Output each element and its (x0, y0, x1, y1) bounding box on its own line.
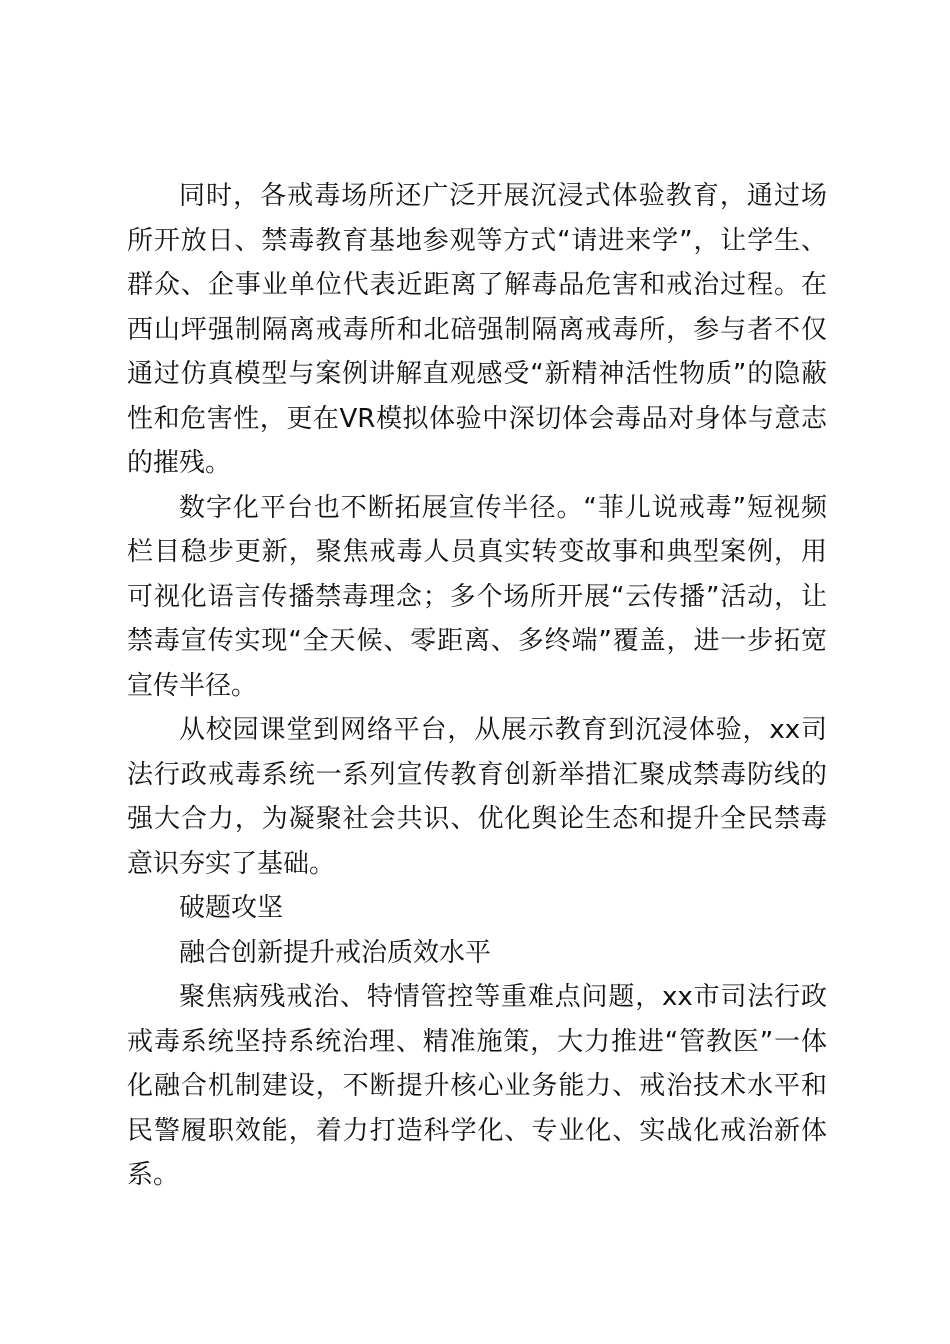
paragraph-digital-platform: 数字化平台也不断拓展宣传半径。“菲儿说戒毒”短视频栏目稳步更新，聚焦戒毒人员真实转变故事和典型案例，用可视化语言传播禁毒理念；多个场所开展“云传播”活动，让禁毒宣传实现“全天候、零距离、多终端”覆盖，进一步拓宽宣传半径。 (127, 492, 827, 701)
paragraph-summary: 从校园课堂到网络平台，从展示教育到沉浸体验，xx司法行政戒毒系统一系列宣传教育创新举措汇聚成禁毒防线的强大合力，为凝聚社会共识、优化舆论生态和提升全民禁毒意识夯实了基础。 (127, 715, 827, 879)
document-body (127, 174, 827, 1198)
paragraph-closing: 聚焦病残戒治、特情管控等重难点问题，xx市司法行政戒毒系统坚持系统治理、精准施策，大力推进“管教医”一体化融合机制建设，不断提升核心业务能力、戒治技术水平和民警履职效能，着力打造科学化、专业化、实战化戒治新体系。 (127, 982, 827, 1190)
section-title: 破题攻坚 (179, 893, 284, 923)
section-subtitle: 融合创新提升戒治质效水平 (179, 937, 492, 968)
paragraph-immersive-education: 同时，各戒毒场所还广泛开展沉浸式体验教育，通过场所开放日、禁毒教育基地参观等方式“请进来学”，让学生、群众、企事业单位代表近距离了解毒品危害和戒治过程。在西山坪强制隔离戒毒所和北碚强制隔离戒毒所，参与者不仅通过仿真模型与案例讲解直观感受“新精神活性物质”的隐蔽性和危害性，更在VR模拟体验中深切体会毒品对身体与意志的摧残。 (127, 181, 827, 478)
